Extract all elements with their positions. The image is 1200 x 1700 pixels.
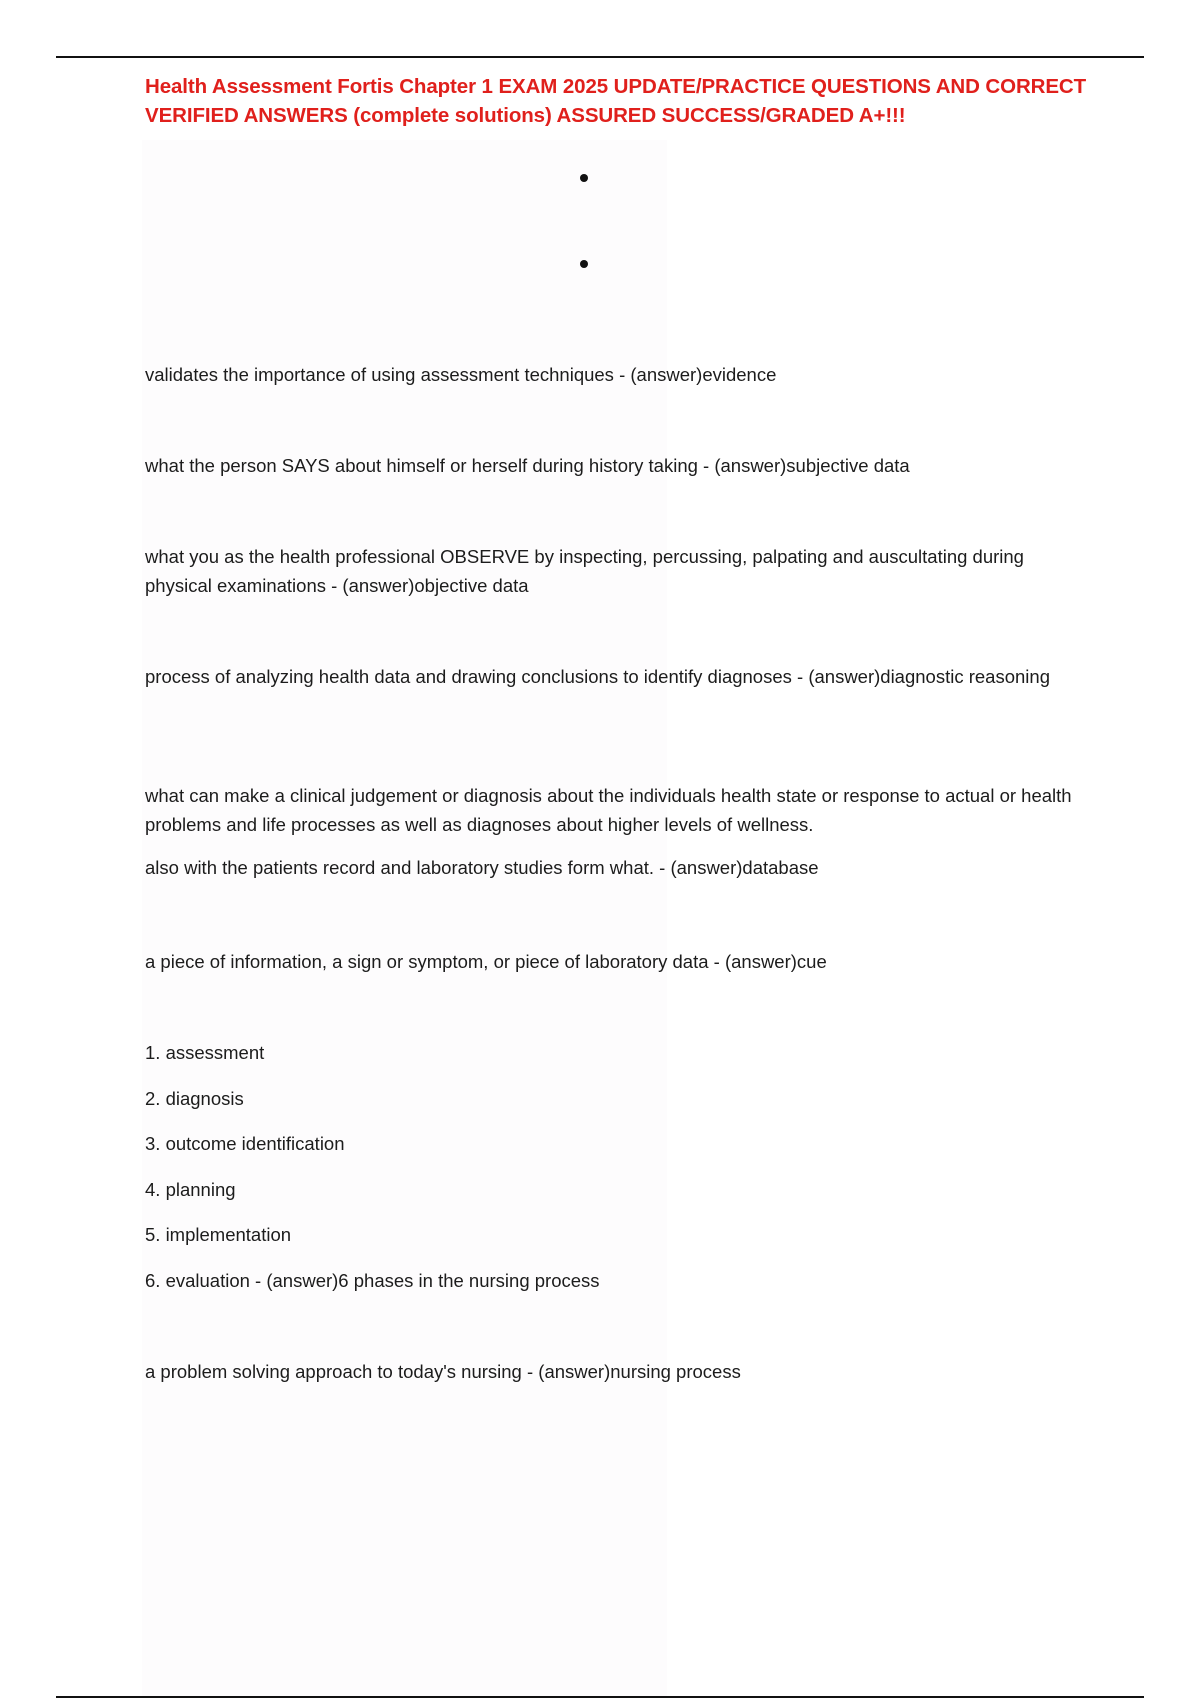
top-rule — [56, 56, 1144, 58]
qa-item-diagnostic-reasoning: process of analyzing health data and drawing conclusions to identify diagnoses - (answer)diagnostic reasoning — [145, 666, 1050, 687]
qa-item-cue: a piece of information, a sign or symptom, or piece of laboratory data - (answer)cue — [145, 951, 827, 972]
qa-item-nursing-process: a problem solving approach to today's nursing - (answer)nursing process — [145, 1361, 741, 1382]
qa-item-evidence: validates the importance of using assessment techniques - (answer)evidence — [145, 364, 777, 385]
phase-item-answer: 6. evaluation - (answer)6 phases in the nursing process — [145, 1270, 600, 1291]
qa-item-database-question: what can make a clinical judgement or diagnosis about the individuals health state or response to actual or health problems and life processes as well as diagnoses about higher levels of wellness. — [145, 785, 1072, 835]
phase-item: 3. outcome identification — [145, 1133, 345, 1154]
qa-item-database — [145, 781, 1095, 882]
phase-item: 4. planning — [145, 1179, 236, 1200]
phase-item: 1. assessment — [145, 1042, 265, 1063]
bullet-icon — [580, 260, 588, 268]
document-title: Health Assessment Fortis Chapter 1 EXAM 2025 UPDATE/PRACTICE QUESTIONS AND CORRECT VERIFIED ANSWERS (complete solutions) ASSURED SUCCESS/GRADED A+!!! — [145, 75, 1087, 127]
phase-item: 2. diagnosis — [145, 1088, 244, 1109]
bullet-icon — [580, 174, 588, 182]
bottom-rule — [56, 1696, 1144, 1698]
qa-item-objective-data: what you as the health professional OBSERVE by inspecting, percussing, palpating and auscultating during physical examinations - (answer)objective data — [145, 546, 1024, 596]
qa-item-subjective-data: what the person SAYS about himself or herself during history taking - (answer)subjective data — [145, 455, 910, 476]
phase-item: 5. implementation — [145, 1224, 292, 1245]
qa-item-database-answer: also with the patients record and laboratory studies form what. - (answer)database — [145, 857, 819, 878]
